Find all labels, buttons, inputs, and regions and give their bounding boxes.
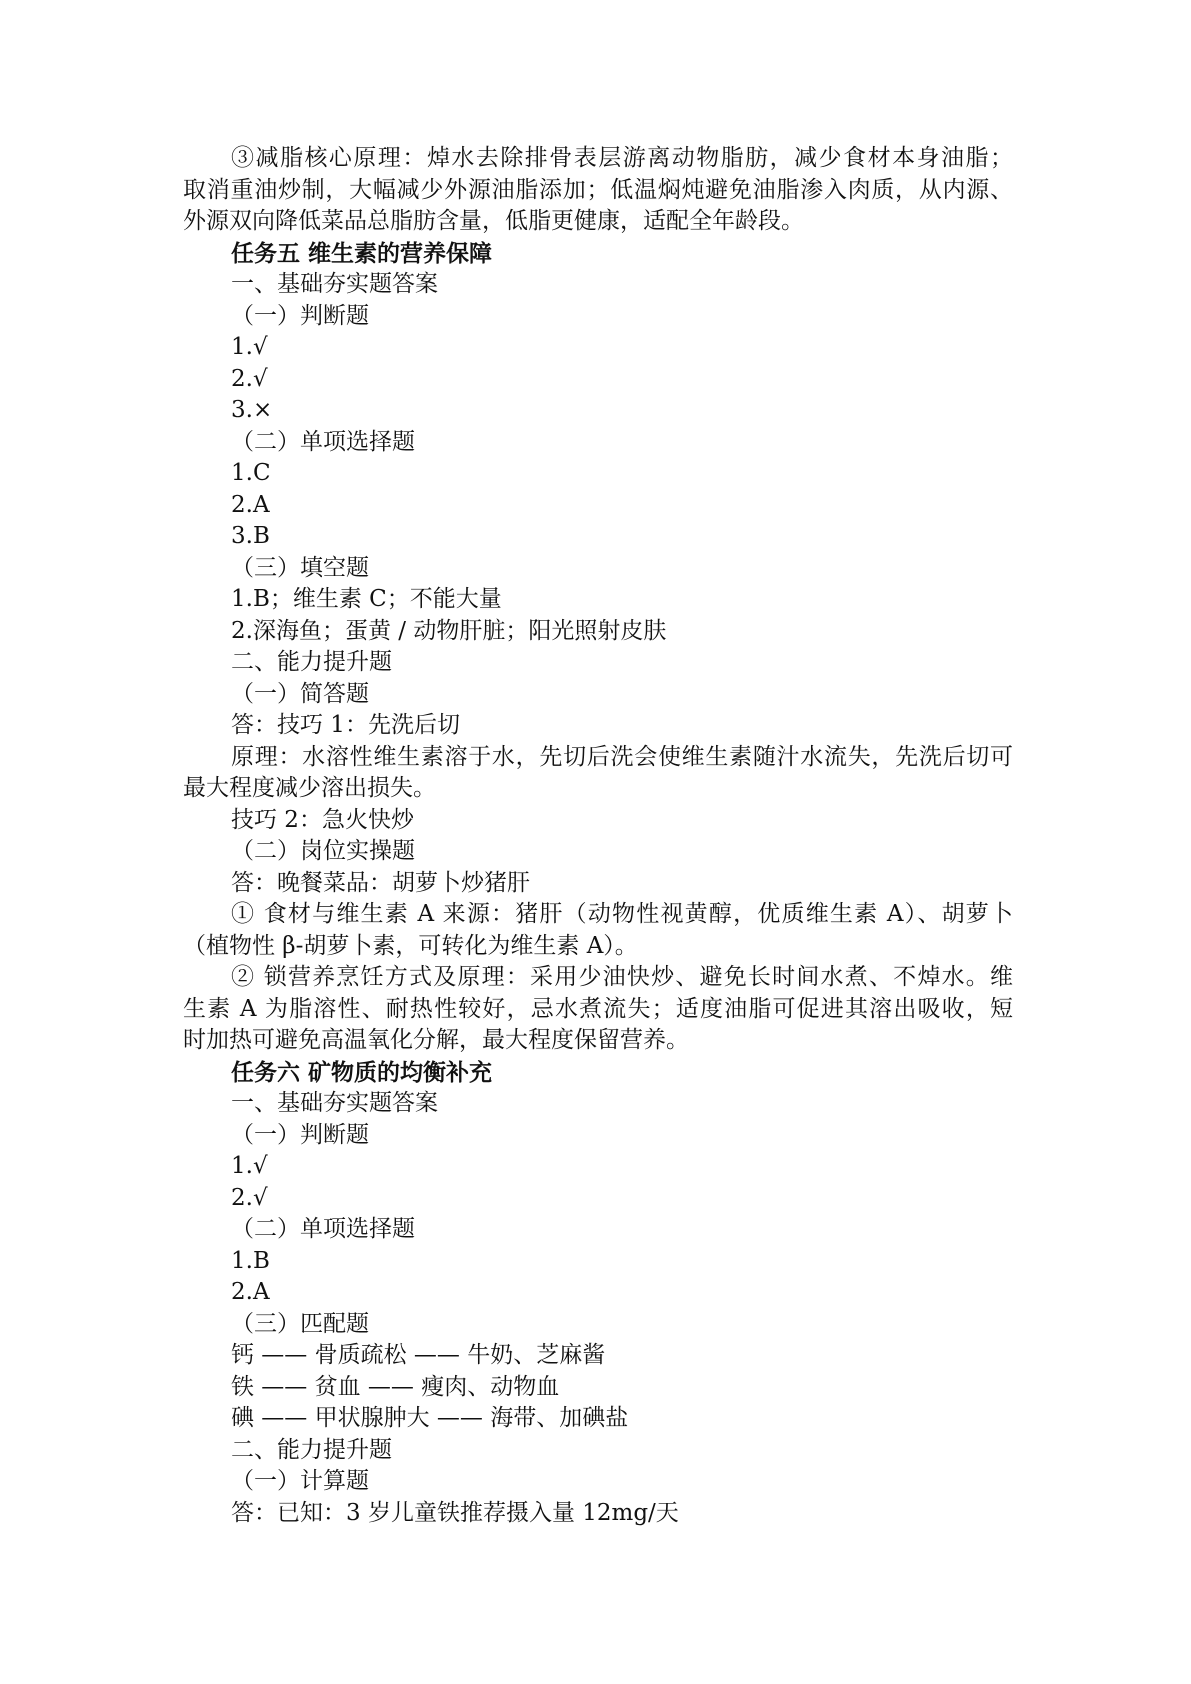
- text-line: 二、能力提升题: [231, 1436, 392, 1463]
- text-line: 钙 —— 骨质疏松 —— 牛奶、芝麻酱: [231, 1342, 606, 1368]
- text-line: 答：已知：3 岁儿童铁推荐摄入量 12mg/天: [231, 1499, 679, 1526]
- text-line: （三）填空题: [231, 554, 369, 581]
- text-line: （二）岗位实操题: [231, 838, 415, 864]
- text-line: 1.B；维生素 C；不能大量: [231, 586, 502, 612]
- text-line: （一）判断题: [231, 302, 369, 329]
- text-line: 最大程度减少溶出损失。: [183, 775, 436, 801]
- section-heading: 任务五 维生素的营养保障: [231, 239, 493, 267]
- text-line: 碘 —— 甲状腺肿大 —— 海带、加碘盐: [231, 1405, 629, 1431]
- text-line: （三）匹配题: [231, 1310, 369, 1337]
- text-line: 技巧 2：急火快炒: [231, 806, 414, 833]
- text-line: 1.B: [231, 1247, 270, 1274]
- text-line: 答：技巧 1：先洗后切: [231, 712, 460, 738]
- text-line: （一）判断题: [231, 1121, 369, 1148]
- text-line: ② 锁营养烹饪方式及原理：采用少油快炒、避免长时间水煮、不焯水。维: [231, 964, 1013, 990]
- text-line: 2.√: [231, 1184, 268, 1211]
- text-line: （一）计算题: [231, 1468, 369, 1494]
- text-line: ③减脂核心原理：焯水去除排骨表层游离动物脂肪，减少食材本身油脂；: [231, 145, 1013, 171]
- text-line: ① 食材与维生素 A 来源：猪肝（动物性视黄醇，优质维生素 A）、胡萝卜: [231, 901, 1013, 927]
- text-line: 时加热可避免高温氧化分解，最大程度保留营养。: [183, 1027, 689, 1053]
- text-line: 生素 A 为脂溶性、耐热性较好，忌水煮流失；适度油脂可促进其溶出吸收，短: [183, 995, 1013, 1022]
- section-heading: 任务六 矿物质的均衡补充: [231, 1058, 493, 1086]
- text-line: （二）单项选择题: [231, 1216, 415, 1242]
- text-line: 3.×: [231, 397, 273, 423]
- text-line: 1.√: [231, 334, 268, 360]
- text-line: 2.A: [231, 491, 270, 518]
- text-line: （一）简答题: [231, 680, 369, 707]
- text-line: 外源双向降低菜品总脂肪含量，低脂更健康，适配全年龄段。: [183, 208, 804, 234]
- text-line: 2.深海鱼；蛋黄 / 动物肝脏；阳光照射皮肤: [231, 617, 667, 644]
- text-line: 取消重油炒制，大幅减少外源油脂添加；低温焖炖避免油脂渗入肉质，从内源、: [183, 176, 1013, 203]
- text-line: 3.B: [231, 523, 270, 549]
- text-line: 一、基础夯实题答案: [231, 271, 438, 297]
- text-line: 二、能力提升题: [231, 649, 392, 675]
- text-line: 2.A: [231, 1279, 270, 1305]
- text-line: （植物性 β-胡萝卜素，可转化为维生素 A）。: [183, 932, 638, 959]
- text-line: 2.√: [231, 365, 268, 392]
- text-line: 铁 —— 贫血 —— 瘦肉、动物血: [231, 1373, 560, 1400]
- text-line: 1.C: [231, 460, 271, 486]
- text-line: 一、基础夯实题答案: [231, 1090, 438, 1116]
- text-line: 答：晚餐菜品：胡萝卜炒猪肝: [231, 869, 530, 896]
- text-line: 1.√: [231, 1153, 268, 1179]
- document-body: [183, 143, 1013, 1529]
- text-line: （二）单项选择题: [231, 428, 415, 455]
- text-line: 原理：水溶性维生素溶于水，先切后洗会使维生素随汁水流失，先洗后切可: [231, 743, 1013, 770]
